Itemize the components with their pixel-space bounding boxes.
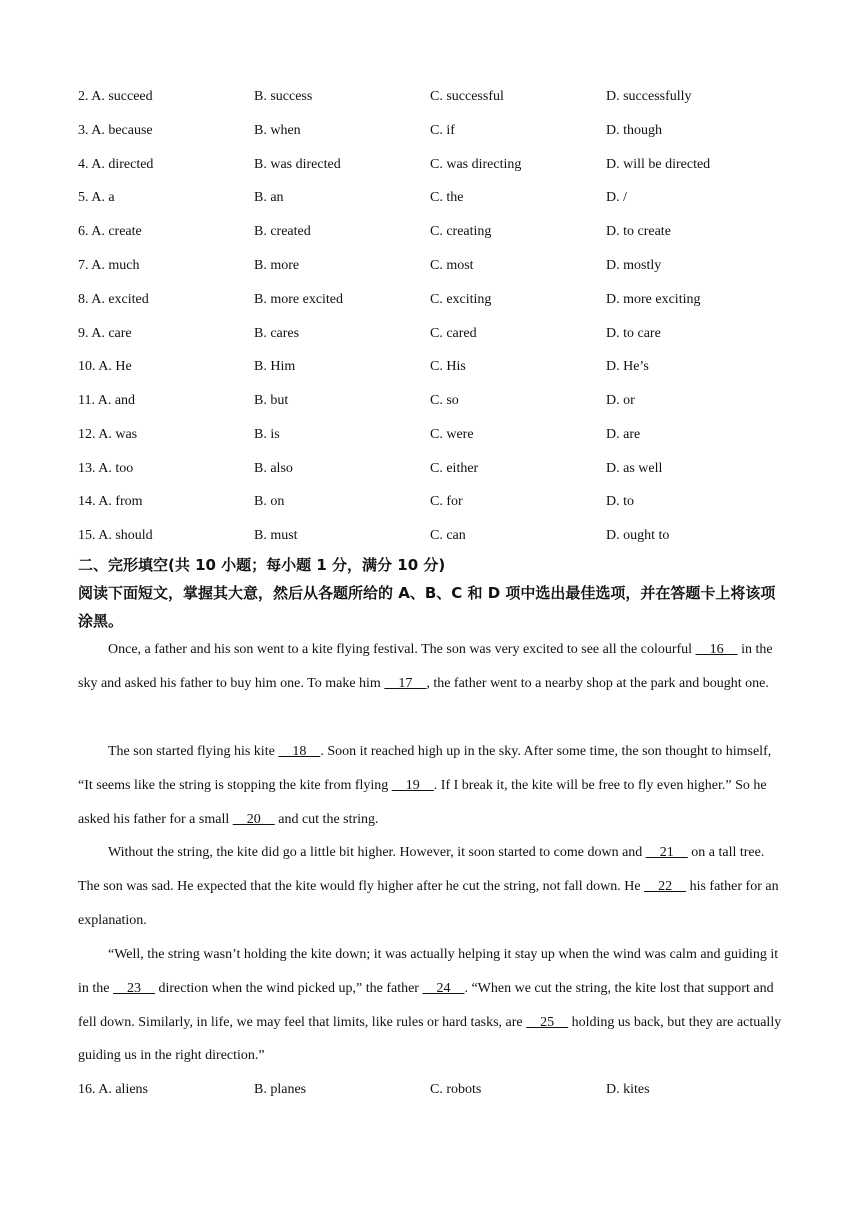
blank-19: 19 xyxy=(391,777,434,793)
option-d: D. successfully xyxy=(606,89,692,104)
option-c: C. was directing xyxy=(430,157,522,172)
option-a: 11. A. and xyxy=(78,393,136,408)
passage-text: The son started flying his kite xyxy=(108,744,279,759)
passage-text: “Well, the string wasn’t holding the kite down; it was actually helping it stay up when the wind was calm and guiding it in the xyxy=(78,947,779,996)
option-c: C. the xyxy=(430,190,464,205)
option-b: B. Him xyxy=(254,359,296,374)
blank-22: 22 xyxy=(644,878,687,894)
option-a: 2. A. succeed xyxy=(78,89,153,104)
option-c: C. so xyxy=(430,393,459,408)
option-b: B. on xyxy=(254,494,285,509)
blank-17: 17 xyxy=(384,675,427,691)
option-a: 10. A. He xyxy=(78,359,132,374)
option-d: D. more exciting xyxy=(606,292,701,307)
blank-23: 23 xyxy=(113,980,155,996)
blank-16: 16 xyxy=(695,642,738,657)
option-b: B. is xyxy=(254,427,280,442)
option-row-5 xyxy=(78,188,782,208)
passage-paragraph-4 xyxy=(78,938,782,1073)
passage-text: Once, a father and his son went to a kite flying festival. The son was very excited to see all the colourful xyxy=(108,642,696,657)
option-d: D. kites xyxy=(606,1082,650,1097)
option-d: D. ought to xyxy=(606,528,670,543)
passage-text: . If I break it, the kite will be free to fly even higher.” So he asked his father for a small xyxy=(78,777,767,827)
option-c: C. either xyxy=(430,461,479,476)
option-c: C. creating xyxy=(430,224,492,239)
option-d: D. / xyxy=(606,190,627,205)
option-a: 7. A. much xyxy=(78,258,140,273)
option-d: D. though xyxy=(606,123,662,138)
option-a: 12. A. was xyxy=(78,427,138,442)
section-instruction: 阅读下面短文，掌握其大意，然后从各题所给的 A、B、C 和 D 项中选出最佳选项，并在答题卡上将该项涂黑。 xyxy=(78,584,776,630)
blank-18: 18 xyxy=(278,744,321,759)
option-a: 8. A. excited xyxy=(78,292,149,307)
option-row-16 xyxy=(78,1080,782,1100)
option-row-7 xyxy=(78,256,782,276)
option-d: D. or xyxy=(606,393,635,408)
option-b: B. planes xyxy=(254,1082,307,1097)
option-a: 16. A. aliens xyxy=(78,1082,148,1097)
option-d: D. as well xyxy=(606,461,663,476)
passage-paragraph-3 xyxy=(78,836,782,937)
option-c: C. His xyxy=(430,359,466,374)
option-a: 3. A. because xyxy=(78,123,153,138)
option-b: B. also xyxy=(254,461,293,476)
option-b: B. an xyxy=(254,190,284,205)
option-b: B. created xyxy=(254,224,311,239)
option-c: C. exciting xyxy=(430,292,492,307)
passage-text: holding us back, but they are actually guiding us in the right direction.” xyxy=(78,1014,782,1064)
option-d: D. mostly xyxy=(606,258,662,273)
blank-25: 25 xyxy=(526,1014,569,1030)
passage-text: . “When we cut the string, the kite lost that support and fell down. Similarly, in life, we may feel that limits, like rules or hard tasks, are xyxy=(78,980,774,1030)
passage-text: and cut the string. xyxy=(274,811,379,827)
option-b: B. success xyxy=(254,89,313,104)
option-a: 4. A. directed xyxy=(78,157,154,172)
option-a: 9. A. care xyxy=(78,326,132,341)
option-row-6 xyxy=(78,222,782,242)
blank-20: 20 xyxy=(232,811,275,827)
option-d: D. to xyxy=(606,494,634,509)
option-c: C. can xyxy=(430,528,466,543)
option-row-4 xyxy=(78,155,782,175)
option-b: B. cares xyxy=(254,326,300,341)
option-row-11 xyxy=(78,391,782,411)
option-c: C. cared xyxy=(430,326,477,341)
option-c: C. for xyxy=(430,494,463,509)
passage-paragraph-1 xyxy=(78,633,782,701)
option-d: D. He’s xyxy=(606,359,649,374)
option-b: B. but xyxy=(254,393,289,408)
option-row-3 xyxy=(78,121,782,141)
option-c: C. most xyxy=(430,258,474,273)
option-c: C. robots xyxy=(430,1082,482,1097)
option-c: C. successful xyxy=(430,89,504,104)
option-a: 6. A. create xyxy=(78,224,142,239)
option-a: 15. A. should xyxy=(78,528,153,543)
option-b: B. when xyxy=(254,123,301,138)
option-b: B. more xyxy=(254,258,300,273)
option-c: C. were xyxy=(430,427,474,442)
option-d: D. to create xyxy=(606,224,671,239)
option-b: B. more excited xyxy=(254,292,344,307)
option-row-9 xyxy=(78,324,782,344)
option-row-15 xyxy=(78,526,782,546)
option-row-8 xyxy=(78,290,782,310)
passage-text: on a tall tree. The son was sad. He expected that the kite would fly higher after he cut the string, not fall down. He xyxy=(78,845,765,894)
option-row-14 xyxy=(78,492,782,512)
passage-text: Without the string, the kite did go a little bit higher. However, it soon started to come down and xyxy=(108,845,646,860)
passage-text: . Soon it reached high up in the sky. After some time, the son thought to himself, “It seems like the string is stopping the kite from flying xyxy=(78,744,772,793)
option-a: 13. A. too xyxy=(78,461,134,476)
option-d: D. are xyxy=(606,427,641,442)
option-a: 5. A. a xyxy=(78,190,115,205)
blank-24: 24 xyxy=(422,980,465,996)
option-d: D. will be directed xyxy=(606,157,711,172)
passage-text: direction when the wind picked up,” the father xyxy=(155,980,423,996)
passage-text: in the sky and asked his father to buy him one. To make him xyxy=(78,642,773,691)
section-title: 二、完形填空(共 10 小题；每小题 1 分，满分 10 分) xyxy=(78,556,446,574)
option-row-12 xyxy=(78,425,782,445)
option-row-10 xyxy=(78,357,782,377)
option-a: 14. A. from xyxy=(78,494,143,509)
passage-paragraph-2 xyxy=(78,735,782,836)
option-b: B. must xyxy=(254,528,298,543)
option-c: C. if xyxy=(430,123,455,138)
blank-21: 21 xyxy=(645,845,688,860)
option-b: B. was directed xyxy=(254,157,341,172)
passage-text: , the father went to a nearby shop at the park and bought one. xyxy=(426,675,769,691)
passage-text: his father for an explanation. xyxy=(78,878,779,928)
option-row-13 xyxy=(78,459,782,479)
option-row-2 xyxy=(78,87,782,107)
option-d: D. to care xyxy=(606,326,661,341)
